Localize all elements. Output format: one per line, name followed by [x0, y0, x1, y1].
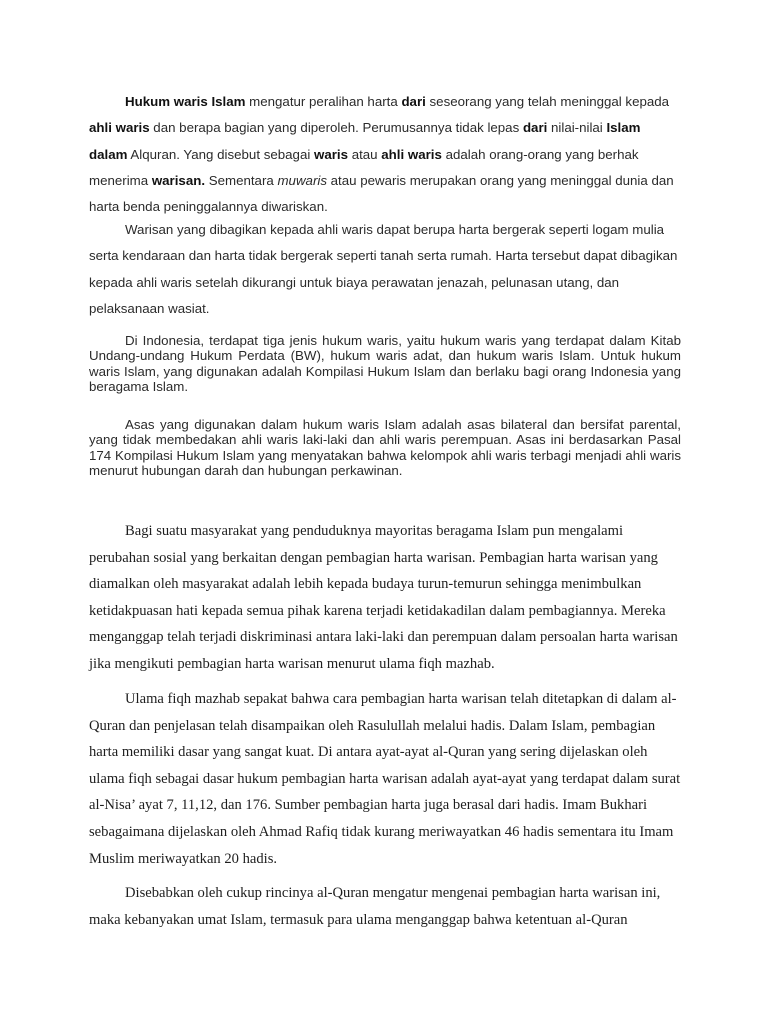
paragraph-6: Ulama fiqh mazhab sepakat bahwa cara pembagian harta warisan telah ditetapkan di dalam al-Quran dan penjelasan telah disampaikan oleh Rasulullah melalui hadis. Dalam Islam, pembagian harta memiliki dasar yang sangat kuat. Di antara ayat-ayat al-Quran yang sering dijelaskan oleh ulama fiqh sebagai dasar hukum pembagian harta warisan adalah ayat-ayat yang terdapat dalam surat al-Nisa’ ayat 7, 11,12, dan 176. Sumber pembagian harta juga berasal dari hadis. Imam Bukhari sebagaimana dijelaskan oleh Ahmad Rafiq tidak kurang meriwayatkan 46 hadis sementara itu Imam Muslim meriwayatkan 20 hadis. — [89, 691, 681, 867]
body-text: mengatur peralihan harta — [245, 94, 402, 109]
body-text: seseorang yang telah meninggal kepada — [425, 94, 670, 109]
bold-text: ahli waris — [89, 120, 150, 136]
paragraph-1 — [89, 89, 681, 220]
body-text: dan berapa bagian yang diperoleh. Perumusannya tidak lepas — [149, 120, 523, 136]
italic-text: muwaris — [277, 172, 327, 188]
body-text: nilai-nilai — [547, 120, 607, 136]
bold-text: dari — [401, 94, 426, 109]
paragraph-7: Disebabkan oleh cukup rincinya al-Quran mengatur mengenai pembagian harta warisan ini, maka kebanyakan umat Islam, termasuk para ulama menganggap bahwa ketentuan al-Quran — [89, 885, 661, 928]
body-text: atau — [348, 146, 382, 162]
body-text: atau pewaris merupakan orang yang meninggal dunia dan harta benda peninggalannya diwariskan. — [89, 172, 674, 215]
body-text: Alquran. Yang disebut sebagai — [127, 146, 314, 162]
body-text: adalah orang-orang yang berhak menerima — [89, 146, 639, 188]
bold-text: Hukum waris Islam — [125, 94, 246, 109]
paragraph-4: Asas yang digunakan dalam hukum waris Islam adalah asas bilateral dan bersifat parental, yang tidak membedakan ahli waris laki-laki dan ahli waris perempuan. Asas ini berdasarkan Pasal 174 Kompilasi Hukum Islam yang menyatakan bahwa kelompok ahli waris terbagi menjadi ahli waris menurut hubungan darah dan hubungan perkawinan. — [89, 417, 681, 478]
body-text: Sementara — [205, 172, 278, 188]
paragraph-2: Warisan yang dibagikan kepada ahli waris dapat berupa harta bergerak seperti logam mulia serta kendaraan dan harta tidak bergerak seperti tanah serta rumah. Harta tersebut dapat dibagikan kepada ahli waris setelah dikurangi untuk biaya perawatan jenazah, pelunasan utang, dan pelaksanaan wasiat. — [89, 222, 678, 316]
bold-text: warisan. — [151, 172, 206, 188]
bold-text: waris — [313, 146, 348, 162]
bold-text: Islam dalam — [89, 120, 641, 162]
bold-text: ahli waris — [381, 146, 442, 162]
bold-text: dari — [522, 120, 548, 136]
paragraph-5: Bagi suatu masyarakat yang penduduknya mayoritas beragama Islam pun mengalami perubahan sosial yang berkaitan dengan pembagian harta warisan. Pembagian harta warisan yang diamalkan oleh masyarakat adalah lebih kepada budaya turun-temurun sehingga menimbulkan ketidakpuasan hati kepada semua pihak karena terjadi ketidakadilan dalam pembagiannya. Mereka menganggap telah terjadi diskriminasi antara laki-laki dan perempuan dalam persoalan harta warisan jika mengikuti pembagian harta warisan menurut ulama fiqh mazhab. — [89, 523, 678, 672]
paragraph-3: Di Indonesia, terdapat tiga jenis hukum waris, yaitu hukum waris yang terdapat dalam Kitab Undang-undang Hukum Perdata (BW), hukum waris adat, dan hukum waris Islam. Untuk hukum waris Islam, yang digunakan adalah Kompilasi Hukum Islam dan berlaku bagi orang Indonesia yang beragama Islam. — [89, 333, 681, 394]
